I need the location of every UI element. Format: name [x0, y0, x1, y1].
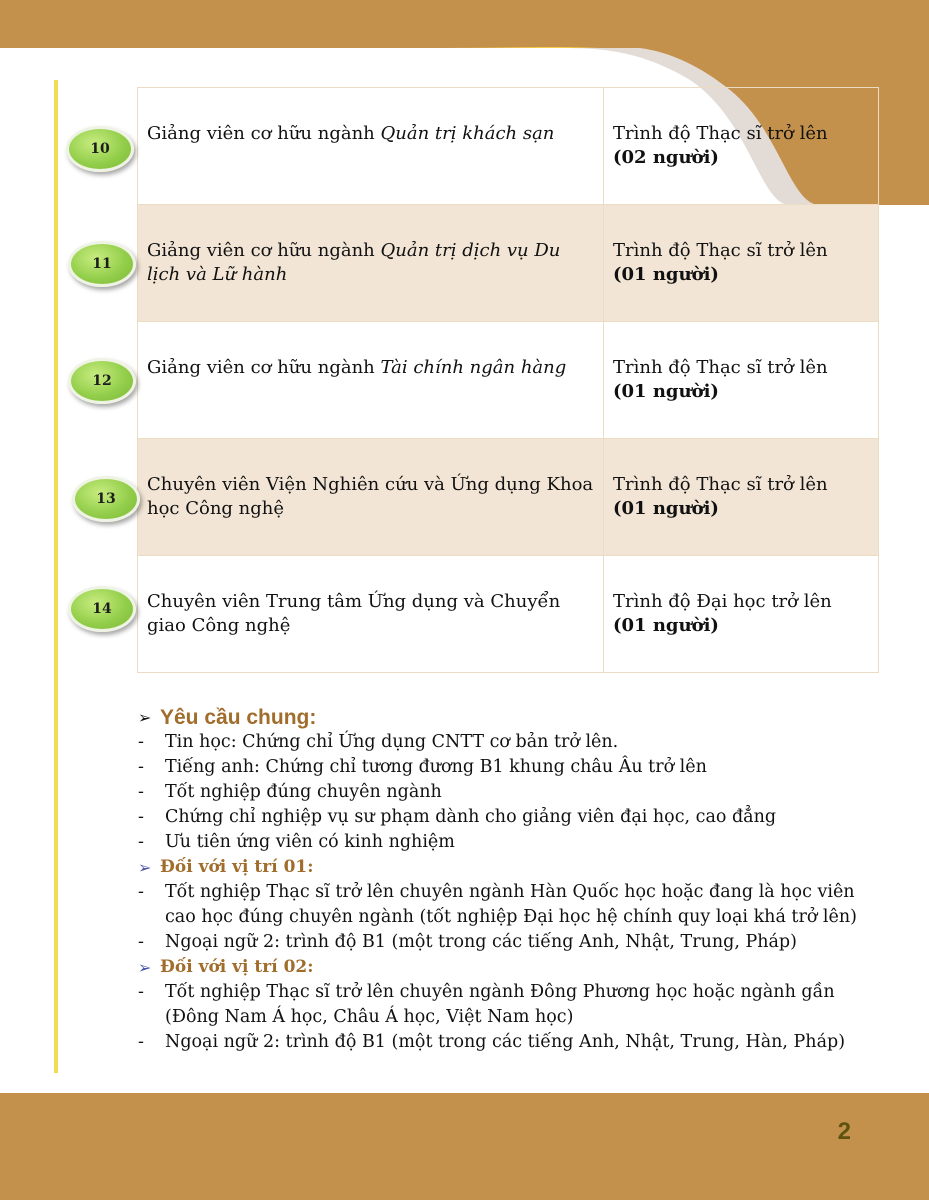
- arrow-bullet-icon: ➢: [138, 858, 152, 877]
- list-item: - Ngoại ngữ 2: trình độ B1 (một trong các tiếng Anh, Nhật, Trung, Hàn, Pháp): [138, 1030, 878, 1055]
- requirement-cell: [604, 322, 879, 438]
- requirement-cell: [604, 205, 879, 321]
- list-item: - Tốt nghiệp Thạc sĩ trở lên chuyên ngành Đông Phương học hoặc ngành gần (Đông Nam Á học, Châu Á học, Việt Nam học): [138, 980, 878, 1030]
- bottom-decorative-band: [0, 1093, 929, 1200]
- requirement-text: Trình độ Đại học trở lên: [613, 591, 832, 612]
- list-item-text: Ngoại ngữ 2: trình độ B1 (một trong các tiếng Anh, Nhật, Trung, Hàn, Pháp): [165, 1032, 846, 1052]
- row-number-badge: 13: [72, 476, 140, 522]
- position-cell: [137, 322, 604, 438]
- list-item-text: Ưu tiên ứng viên có kinh nghiệm: [165, 832, 455, 852]
- headcount: (01 người): [613, 381, 719, 402]
- position-major: Tài chính ngân hàng: [380, 357, 567, 378]
- requirement-text: Trình độ Thạc sĩ trở lên: [613, 357, 828, 378]
- arrow-bullet-icon: ➢: [138, 708, 152, 727]
- position-major: Quản trị dịch vụ Du lịch và Lữ hành: [147, 240, 561, 285]
- page-number: 2: [837, 1118, 851, 1145]
- list-item: - Ưu tiên ứng viên có kinh nghiệm: [138, 830, 878, 855]
- row-number-badge: 10: [66, 126, 134, 172]
- list-item: - Tin học: Chứng chỉ Ứng dụng CNTT cơ bản trở lên.: [138, 730, 878, 755]
- heading-text: Đối với vị trí 01:: [160, 857, 314, 877]
- heading-text: Đối với vị trí 02:: [160, 957, 314, 977]
- position-cell: [137, 205, 604, 321]
- table-row: [137, 439, 879, 556]
- row-number-badge: 11: [68, 241, 136, 287]
- requirement-text: Trình độ Thạc sĩ trở lên: [613, 240, 828, 261]
- row-number-badge: 12: [68, 358, 136, 404]
- position-cell: [137, 88, 604, 204]
- position-text: Giảng viên cơ hữu ngành: [147, 240, 381, 261]
- list-item-text: Tốt nghiệp Thạc sĩ trở lên chuyên ngành Đông Phương học hoặc ngành gần (Đông Nam Á học, Châu Á học, Việt Nam học): [165, 982, 835, 1027]
- general-requirements-heading: [138, 705, 878, 730]
- requirement-cell: [604, 556, 879, 672]
- requirement-cell: [604, 439, 879, 555]
- row-number-badge: 14: [68, 586, 136, 632]
- position-cell: [137, 556, 604, 672]
- list-item-text: Tin học: Chứng chỉ Ứng dụng CNTT cơ bản trở lên.: [165, 732, 619, 752]
- list-item: - Chứng chỉ nghiệp vụ sư phạm dành cho giảng viên đại học, cao đẳng: [138, 805, 878, 830]
- position-text: Giảng viên cơ hữu ngành: [147, 357, 381, 378]
- table-row: [137, 322, 879, 439]
- requirement-cell: [604, 88, 879, 204]
- position-text: Chuyên viên Trung tâm Ứng dụng và Chuyển giao Công nghệ: [147, 591, 561, 636]
- requirement-text: Trình độ Thạc sĩ trở lên: [613, 474, 828, 495]
- table-row: [137, 556, 879, 673]
- list-item-text: Tốt nghiệp đúng chuyên ngành: [165, 782, 442, 802]
- headcount: (01 người): [613, 498, 719, 519]
- headcount: (01 người): [613, 615, 719, 636]
- requirements-section: [138, 705, 878, 1055]
- list-item-text: Tiếng anh: Chứng chỉ tương đương B1 khung châu Âu trở lên: [165, 757, 707, 777]
- headcount: (02 người): [613, 147, 719, 168]
- left-vertical-rule: [54, 80, 58, 1073]
- position-text: Chuyên viên Viện Nghiên cứu và Ứng dụng Khoa học Công nghệ: [147, 474, 594, 519]
- list-item-text: Ngoại ngữ 2: trình độ B1 (một trong các tiếng Anh, Nhật, Trung, Pháp): [165, 932, 797, 952]
- heading-text: Yêu cầu chung:: [160, 706, 317, 729]
- requirement-text: Trình độ Thạc sĩ trở lên: [613, 123, 828, 144]
- table-row: [137, 87, 879, 205]
- position-cell: [137, 439, 604, 555]
- position-text: Giảng viên cơ hữu ngành: [147, 123, 381, 144]
- positions-table: [137, 87, 879, 673]
- list-item-text: Tốt nghiệp Thạc sĩ trở lên chuyên ngành Hàn Quốc học hoặc đang là học viên cao học đúng chuyên ngành (tốt nghiệp Đại học hệ chính quy loại khá trở lên): [165, 882, 857, 927]
- position-major: Quản trị khách sạn: [380, 123, 555, 144]
- list-item: - Tốt nghiệp đúng chuyên ngành: [138, 780, 878, 805]
- position-01-heading: [138, 855, 878, 880]
- list-item-text: Chứng chỉ nghiệp vụ sư phạm dành cho giảng viên đại học, cao đẳng: [165, 807, 777, 827]
- position-02-heading: [138, 955, 878, 980]
- arrow-bullet-icon: ➢: [138, 958, 152, 977]
- list-item: - Ngoại ngữ 2: trình độ B1 (một trong các tiếng Anh, Nhật, Trung, Pháp): [138, 930, 878, 955]
- table-row: [137, 205, 879, 322]
- list-item: - Tiếng anh: Chứng chỉ tương đương B1 khung châu Âu trở lên: [138, 755, 878, 780]
- list-item: - Tốt nghiệp Thạc sĩ trở lên chuyên ngành Hàn Quốc học hoặc đang là học viên cao học đúng chuyên ngành (tốt nghiệp Đại học hệ chính quy loại khá trở lên): [138, 880, 878, 930]
- headcount: (01 người): [613, 264, 719, 285]
